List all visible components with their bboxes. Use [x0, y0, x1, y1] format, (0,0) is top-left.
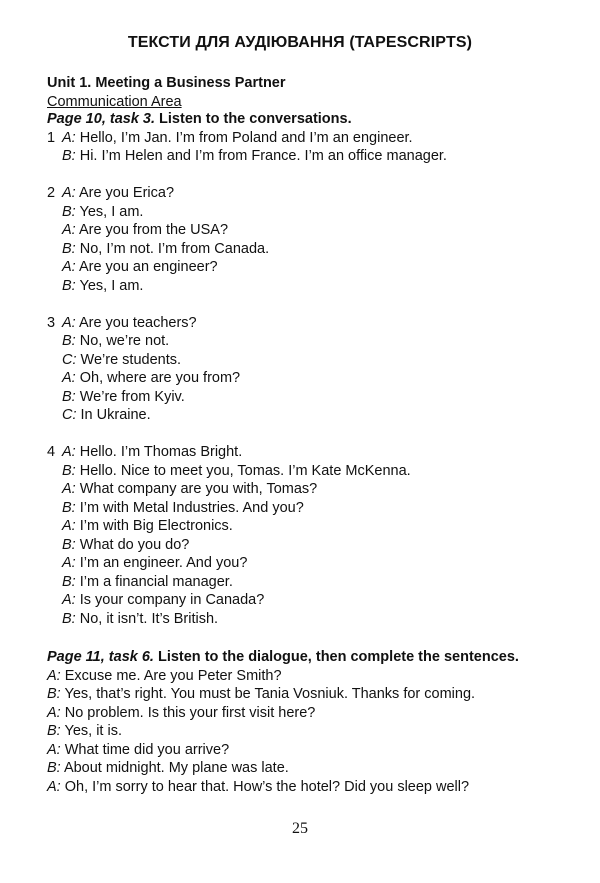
dialogue-line — [62, 332, 169, 350]
speaker-label: B: — [62, 389, 76, 405]
dialogue-line — [62, 388, 185, 406]
speaker-label: B: — [47, 723, 61, 739]
dialogue-text: I’m an engineer. And you? — [79, 555, 248, 571]
task-ref: Page 11, task 6. — [47, 649, 154, 665]
speaker-label: B: — [62, 500, 76, 516]
speaker-label: B: — [62, 463, 76, 479]
dialogue-line — [62, 499, 304, 517]
dialogue-text: What time did you arrive? — [64, 742, 230, 758]
dialogue-line — [62, 258, 218, 276]
dialogue-line — [62, 277, 143, 295]
dialogue-text: No, we’re not. — [79, 333, 170, 349]
dialogue-line — [47, 685, 475, 703]
dialogue-line — [62, 517, 233, 535]
dialogue-line — [62, 554, 247, 572]
dialogue-text: No, I’m not. I’m from Canada. — [79, 241, 270, 257]
speaker-label: A: — [62, 592, 76, 608]
speaker-label: A: — [62, 370, 76, 386]
speaker-label: B: — [62, 204, 76, 220]
dialogue-line — [62, 203, 143, 221]
speaker-label: A: — [62, 518, 76, 534]
dialogue-text: No, it isn’t. It’s British. — [79, 611, 219, 627]
dialogue-text: No problem. Is this your first visit here? — [64, 705, 316, 721]
task-instruction: Listen to the dialogue, then complete the sentences. — [157, 649, 519, 665]
speaker-label: B: — [47, 686, 61, 702]
dialogue-text: Hi. I’m Helen and I’m from France. I’m an office manager. — [79, 148, 447, 164]
section-heading: Communication Area — [47, 94, 182, 110]
dialogue-line — [62, 147, 447, 165]
dialogue-text: Yes, that’s right. You must be Tania Vosniuk. Thanks for coming. — [64, 686, 476, 702]
speaker-label: A: — [62, 130, 76, 146]
conversation-number: 2 — [47, 185, 56, 201]
dialogue-text: Hello, I’m Jan. I’m from Poland and I’m an engineer. — [79, 130, 413, 146]
dialogue-line — [62, 536, 189, 554]
speaker-label: A: — [47, 668, 61, 684]
speaker-label: B: — [62, 537, 76, 553]
dialogue-line — [47, 443, 242, 461]
dialogue-text: Yes, I am. — [79, 204, 144, 220]
dialogue-line — [47, 184, 174, 202]
dialogue-text: We’re from Kyiv. — [79, 389, 185, 405]
dialogue-line — [62, 462, 411, 480]
speaker-label: B: — [62, 241, 76, 257]
speaker-label: A: — [62, 185, 76, 201]
speaker-label: C: — [62, 407, 77, 423]
dialogue-text: Are you teachers? — [78, 315, 197, 331]
dialogue-line — [47, 759, 289, 777]
dialogue-line — [62, 240, 269, 258]
dialogue-line — [62, 573, 233, 591]
dialogue-text: Are you an engineer? — [78, 259, 218, 275]
speaker-label: B: — [62, 574, 76, 590]
dialogue-text: Hello. I’m Thomas Bright. — [79, 444, 243, 460]
dialogue-line — [47, 704, 315, 722]
dialogue-text: Yes, it is. — [64, 723, 122, 739]
dialogue-text: I’m with Big Electronics. — [79, 518, 233, 534]
dialogue-text: Excuse me. Are you Peter Smith? — [64, 668, 282, 684]
task-heading — [47, 648, 519, 666]
task-instruction: Listen to the conversations. — [159, 111, 352, 127]
dialogue-text: Hello. Nice to meet you, Tomas. I’m Kate McKenna. — [79, 463, 411, 479]
dialogue-text: In Ukraine. — [80, 407, 151, 423]
page-title: ТЕКСТИ ДЛЯ АУДІЮВАННЯ (TAPESCRIPTS) — [127, 34, 473, 51]
dialogue-line — [47, 741, 229, 759]
dialogue-text: What company are you with, Tomas? — [79, 481, 318, 497]
dialogue-text: About midnight. My plane was late. — [63, 760, 289, 776]
dialogue-text: Oh, I’m sorry to hear that. How’s the hotel? Did you sleep well? — [64, 779, 470, 795]
dialogue-line — [47, 129, 413, 147]
speaker-label: A: — [62, 555, 76, 571]
dialogue-line — [47, 667, 282, 685]
speaker-label: A: — [47, 779, 61, 795]
dialogue-line — [62, 221, 228, 239]
dialogue-text: Yes, I am. — [79, 278, 144, 294]
dialogue-text: Oh, where are you from? — [79, 370, 241, 386]
page-number: 25 — [292, 820, 308, 837]
speaker-label: A: — [62, 481, 76, 497]
speaker-label: A: — [62, 315, 76, 331]
dialogue-line — [47, 778, 469, 796]
speaker-label: A: — [47, 742, 61, 758]
dialogue-text: Is your company in Canada? — [79, 592, 265, 608]
dialogue-text: Are you from the USA? — [78, 222, 229, 238]
task-heading — [47, 110, 352, 128]
speaker-label: A: — [47, 705, 61, 721]
dialogue-text: I’m a financial manager. — [79, 574, 233, 590]
conversation-number: 1 — [47, 130, 56, 146]
conversation-number: 4 — [47, 444, 56, 460]
speaker-label: A: — [62, 444, 76, 460]
dialogue-line — [62, 406, 151, 424]
speaker-label: B: — [62, 611, 76, 627]
dialogue-line — [62, 610, 218, 628]
speaker-label: B: — [62, 333, 76, 349]
dialogue-text: We’re students. — [80, 352, 182, 368]
dialogue-line — [62, 480, 317, 498]
speaker-label: B: — [62, 278, 76, 294]
dialogue-text: Are you Erica? — [78, 185, 175, 201]
speaker-label: A: — [62, 222, 76, 238]
dialogue-line — [47, 314, 197, 332]
task-ref: Page 10, task 3. — [47, 111, 156, 127]
speaker-label: A: — [62, 259, 76, 275]
unit-heading: Unit 1. Meeting a Business Partner — [47, 75, 286, 91]
dialogue-line — [62, 351, 181, 369]
speaker-label: B: — [62, 148, 76, 164]
conversation-number: 3 — [47, 315, 56, 331]
dialogue-line — [62, 591, 264, 609]
speaker-label: B: — [47, 760, 61, 776]
speaker-label: C: — [62, 352, 77, 368]
dialogue-text: I’m with Metal Industries. And you? — [79, 500, 304, 516]
dialogue-line — [62, 369, 240, 387]
dialogue-text: What do you do? — [79, 537, 190, 553]
dialogue-line — [47, 722, 122, 740]
